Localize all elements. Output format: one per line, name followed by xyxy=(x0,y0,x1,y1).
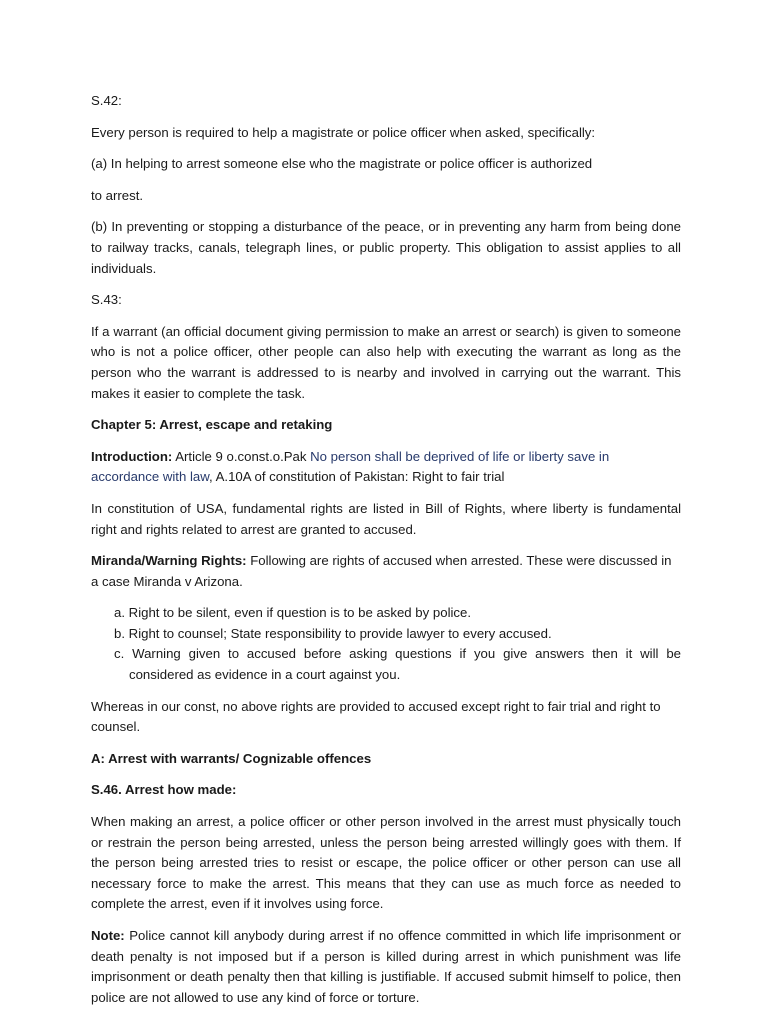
s46-heading: S.46. Arrest how made: xyxy=(91,782,237,798)
s42-clause-b: (b) In preventing or stopping a disturbance of the peace, or in preventing any harm from being done to railway tracks, canals, telegraph lines, or public property. This obligation to assist applies to all individuals. xyxy=(91,219,681,276)
note-text: Police cannot kill anybody during arrest if no offence committed in which life imprisonment or death penalty is not imposed but if a person is killed during arrest in which punishment was life imprisonment or death penalty then that killing is justifiable. If accused submit himself to police, then police are not allowed to use any kind of force or torture. xyxy=(91,928,681,1005)
chapter5-heading: Chapter 5: Arrest, escape and retaking xyxy=(91,417,333,433)
introduction-quote: No person shall be deprived of life or liberty save in accordance with law xyxy=(91,448,610,485)
miranda-label: Miranda/Warning Rights: xyxy=(91,553,247,569)
note-paragraph xyxy=(91,926,681,1008)
miranda-rights-list xyxy=(91,603,681,685)
s42-intro: Every person is required to help a magistrate or police officer when asked, specifically: xyxy=(91,124,596,140)
document-page xyxy=(91,91,681,1019)
list-item xyxy=(114,624,681,645)
whereas-paragraph: Whereas in our const, no above rights are provided to accused except right to fair trial and right to counsel. xyxy=(91,698,661,735)
miranda-text: Following are rights of accused when arrested. These were discussed in a case Miranda v Arizona. xyxy=(91,553,672,589)
s42-clause-a: (a) In helping to arrest someone else who the magistrate or police officer is authorized xyxy=(91,156,593,172)
list-marker: b. xyxy=(114,625,125,641)
list-item-text: Warning given to accused before asking questions if you give answers then it will be considered as evidence in a court against you. xyxy=(129,646,681,683)
s42-clause-a-continued: to arrest. xyxy=(91,187,144,203)
chapter5-introduction xyxy=(91,447,681,488)
miranda-paragraph xyxy=(91,551,681,592)
list-item xyxy=(114,603,681,624)
s46-body: When making an arrest, a police officer or other person involved in the arrest must physically touch or restrain the person being arrested, unless the person being arrested willingly goes with them. If the person being arrested tries to resist or escape, the police officer or other person can use all necessary force to make the arrest. This means that they can use as much force as needed to complete the arrest, even if it involves using force. xyxy=(91,814,681,912)
s43-body: If a warrant (an official document giving permission to make an arrest or search) is given to someone who is not a police officer, other people can also help with executing the warrant as long as the person who the warrant is addressed to is nearby and involved in carrying out the warrant. This makes it easier to complete the task. xyxy=(91,323,681,401)
introduction-label: Introduction: xyxy=(91,448,173,464)
list-marker: c. xyxy=(114,646,125,662)
usa-constitution-paragraph: In constitution of USA, fundamental rights are listed in Bill of Rights, where liberty is fundamental right and rights related to arrest are granted to accused. xyxy=(91,500,681,537)
section-a-heading: A: Arrest with warrants/ Cognizable offences xyxy=(91,750,372,766)
s43-heading: S.43: xyxy=(91,292,122,308)
note-label: Note: xyxy=(91,928,125,943)
list-marker: a. xyxy=(114,605,125,621)
list-item-text: Right to counsel; State responsibility to provide lawyer to every accused. xyxy=(128,625,552,641)
introduction-article: Article 9 o.const.o.Pak xyxy=(172,448,311,464)
introduction-article-10a: , A.10A of constitution of Pakistan: Right to fair trial xyxy=(209,469,505,485)
list-item-text: Right to be silent, even if question is to be asked by police. xyxy=(128,605,472,621)
list-item xyxy=(114,644,681,685)
s42-heading: S.42: xyxy=(91,93,122,108)
